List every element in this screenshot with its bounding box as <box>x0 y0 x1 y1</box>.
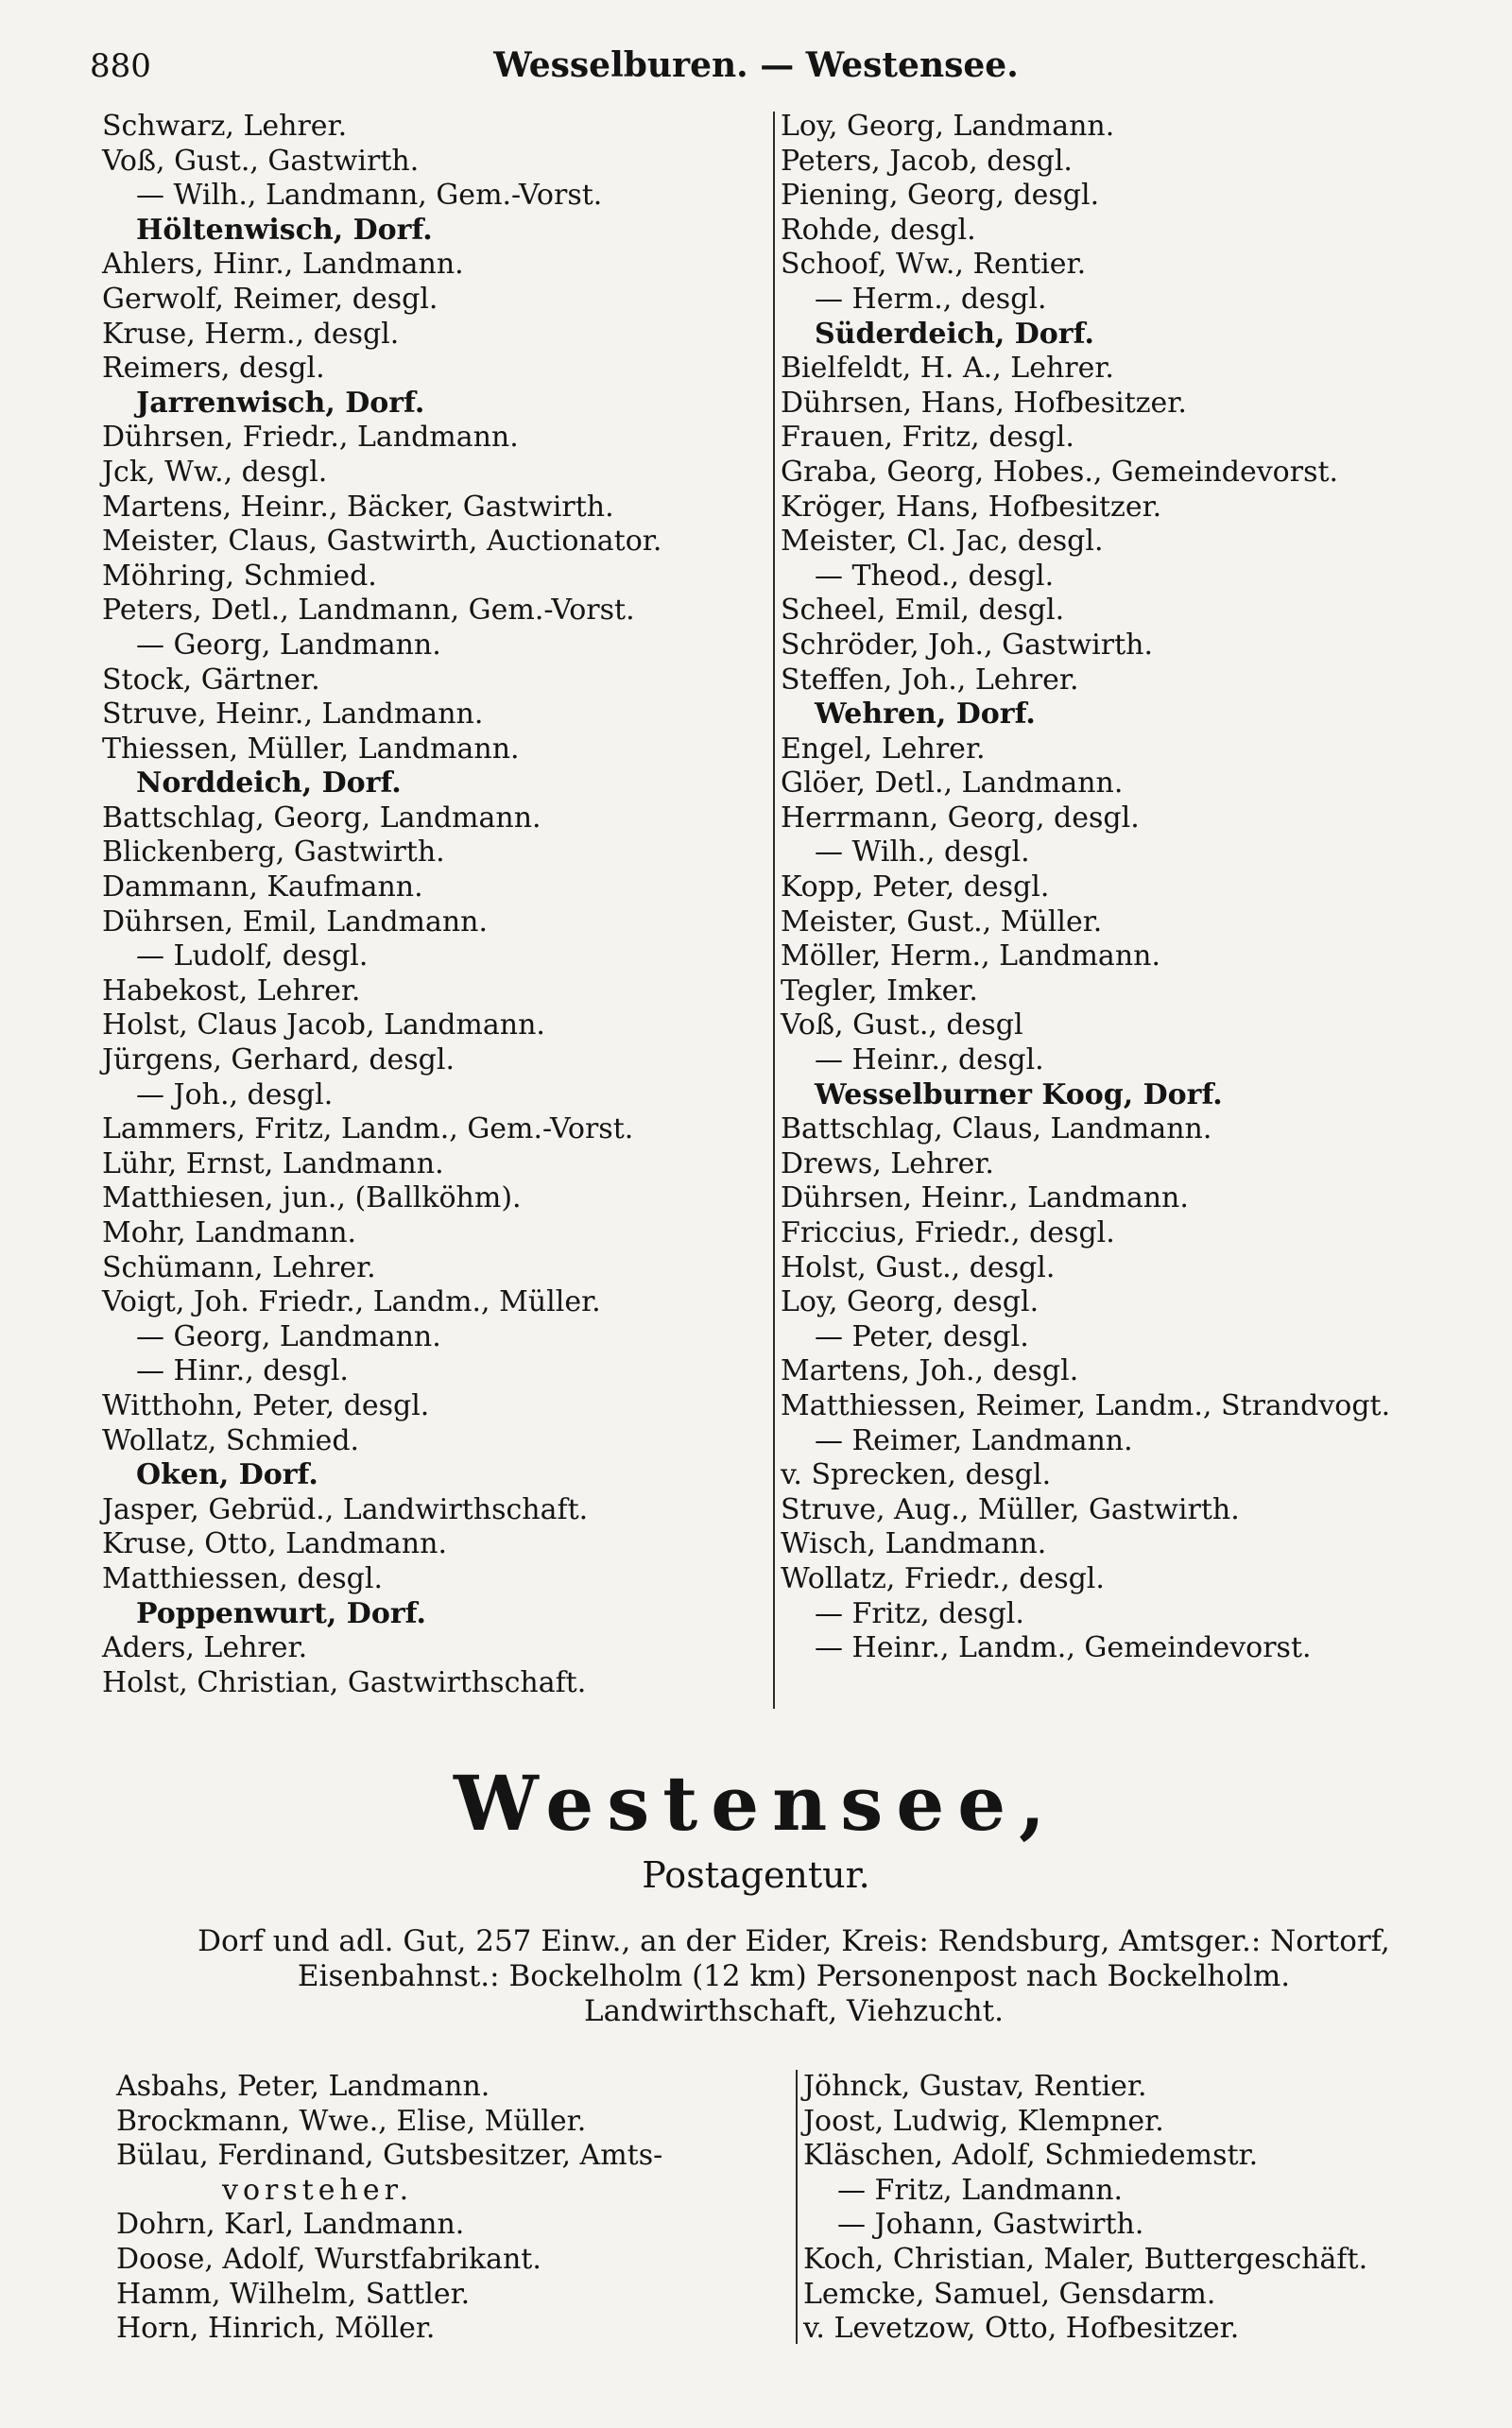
place-heading: Oken, Dorf. <box>136 1458 318 1492</box>
directory-entry: Battschlag, Claus, Landmann. <box>781 1112 1212 1146</box>
directory-entry: Bielfeldt, H. A., Lehrer. <box>781 352 1114 386</box>
directory-entry: Dammann, Kaufmann. <box>102 870 423 904</box>
directory-entry: Meister, Claus, Gastwirth, Auctionator. <box>102 525 662 559</box>
directory-entry: v. Levetzow, Otto, Hofbesitzer. <box>803 2312 1240 2346</box>
directory-entry: Voigt, Joh. Friedr., Landm., Müller. <box>102 1285 601 1319</box>
directory-entry: Stock, Gärtner. <box>102 663 320 697</box>
directory-entry: — Ludolf, desgl. <box>136 939 369 973</box>
directory-entry: Kopp, Peter, desgl. <box>781 870 1050 904</box>
column-divider-top <box>773 112 775 1709</box>
place-heading: Höltenwisch, Dorf. <box>136 213 433 247</box>
top-right-column <box>781 110 1480 1666</box>
directory-entry: Martens, Joh., desgl. <box>781 1354 1079 1388</box>
directory-entry: Joost, Ludwig, Klempner. <box>803 2104 1164 2138</box>
directory-entry: Lemcke, Samuel, Gensdarm. <box>803 2277 1216 2311</box>
place-heading: Jarrenwisch, Dorf. <box>136 386 425 420</box>
directory-entry: Loy, Georg, Landmann. <box>781 110 1115 143</box>
directory-entry: Piening, Georg, desgl. <box>781 179 1100 213</box>
top-left-column <box>102 110 754 1700</box>
directory-entry: Jck, Ww., desgl. <box>102 455 328 489</box>
directory-entry: Holst, Claus Jacob, Landmann. <box>102 1008 545 1042</box>
directory-entry: Rohde, desgl. <box>781 213 976 247</box>
directory-entry: Reimers, desgl. <box>102 352 325 386</box>
directory-entry: — Theod., desgl. <box>815 559 1055 593</box>
directory-entry: Lühr, Ernst, Landmann. <box>102 1146 444 1180</box>
directory-entry: — Johann, Gastwirth. <box>837 2208 1144 2242</box>
directory-entry: — Herm., desgl. <box>815 282 1047 316</box>
directory-entry: Holst, Gust., desgl. <box>781 1250 1056 1284</box>
directory-entry: — Reimer, Landmann. <box>815 1423 1133 1457</box>
directory-entry: Matthiessen, desgl. <box>102 1561 384 1595</box>
directory-entry: Battschlag, Georg, Landmann. <box>102 801 541 835</box>
directory-entry: Voß, Gust., Gastwirth. <box>102 144 420 178</box>
directory-entry: Schwarz, Lehrer. <box>102 110 348 143</box>
directory-entry: Mohr, Landmann. <box>102 1216 357 1249</box>
directory-entry: Peters, Jacob, desgl. <box>781 144 1073 178</box>
directory-entry: Möller, Herm., Landmann. <box>781 939 1160 973</box>
directory-entry: — Fritz, desgl. <box>815 1596 1024 1630</box>
directory-entry: Kruse, Herm., desgl. <box>102 317 400 351</box>
directory-entry: Dührsen, Friedr., Landmann. <box>102 421 519 455</box>
place-heading: Wesselburner Koog, Dorf. <box>815 1077 1223 1111</box>
directory-entry: Schümann, Lehrer. <box>102 1250 376 1284</box>
directory-entry: Matthiessen, Reimer, Landm., Strandvogt. <box>781 1388 1391 1422</box>
place-heading: Wehren, Dorf. <box>815 697 1036 732</box>
directory-entry: Loy, Georg, desgl. <box>781 1285 1040 1319</box>
place-heading: Poppenwurt, Dorf. <box>136 1596 426 1630</box>
place-heading: Süderdeich, Dorf. <box>815 317 1094 351</box>
running-head: Wesselburen. — Westensee. <box>493 45 1019 85</box>
directory-entry: Peters, Detl., Landmann, Gem.-Vorst. <box>102 594 635 628</box>
directory-entry: Kläschen, Adolf, Schmiedemstr. <box>803 2139 1259 2173</box>
directory-entry: Jürgens, Gerhard, desgl. <box>102 1043 455 1077</box>
directory-entry: Scheel, Emil, desgl. <box>781 594 1065 628</box>
directory-entry: Asbahs, Peter, Landmann. <box>116 2070 490 2103</box>
directory-entry: — Heinr., Landm., Gemeindevorst. <box>815 1631 1312 1665</box>
directory-entry: Steffen, Joh., Lehrer. <box>781 663 1079 697</box>
place-heading: Norddeich, Dorf. <box>136 766 402 801</box>
directory-entry: Graba, Georg, Hobes., Gemeindevorst. <box>781 455 1339 489</box>
directory-entry: — Georg, Landmann. <box>136 628 441 662</box>
description-line: Landwirthschaft, Viehzucht. <box>584 1994 1004 2028</box>
directory-entry: Kruse, Otto, Landmann. <box>102 1527 447 1561</box>
directory-entry: Glöer, Detl., Landmann. <box>781 766 1124 801</box>
directory-entry: Aders, Lehrer. <box>102 1631 308 1665</box>
directory-entry: — Joh., desgl. <box>136 1077 334 1111</box>
description-line: Eisenbahnst.: Bockelholm (12 km) Personenpost nach Bockelholm. <box>297 1959 1291 1993</box>
section-subtitle: Postagentur. <box>642 1854 870 1896</box>
directory-entry: Schoof, Ww., Rentier. <box>781 248 1087 282</box>
directory-entry: Tegler, Imker. <box>781 973 978 1007</box>
directory-entry: — Wilh., Landmann, Gem.-Vorst. <box>136 179 603 213</box>
directory-entry: Doose, Adolf, Wurstfabrikant. <box>116 2242 541 2276</box>
section-title: Westensee, <box>454 1759 1058 1848</box>
directory-entry: Martens, Heinr., Bäcker, Gastwirth. <box>102 490 614 524</box>
directory-entry: Friccius, Friedr., desgl. <box>781 1216 1115 1249</box>
directory-entry: — Fritz, Landmann. <box>837 2173 1124 2207</box>
directory-entry: Dührsen, Hans, Hofbesitzer. <box>781 386 1187 420</box>
directory-entry: Ahlers, Hinr., Landmann. <box>102 248 464 282</box>
directory-entry: Lammers, Fritz, Landm., Gem.-Vorst. <box>102 1112 634 1146</box>
section-description <box>113 1924 1474 2029</box>
directory-entry: Habekost, Lehrer. <box>102 973 361 1007</box>
directory-entry: Möhring, Schmied. <box>102 559 377 593</box>
directory-entry: Drews, Lehrer. <box>781 1146 994 1180</box>
directory-entry: Hamm, Wilhelm, Sattler. <box>116 2277 471 2311</box>
directory-entry: vorsteher. <box>222 2173 414 2207</box>
directory-entry: Engel, Lehrer. <box>781 732 986 766</box>
directory-entry: Brockmann, Wwe., Elise, Müller. <box>116 2104 587 2138</box>
directory-entry: Frauen, Fritz, desgl. <box>781 421 1074 455</box>
directory-entry: Matthiesen, jun., (Ballköhm). <box>102 1181 522 1215</box>
bottom-right-column <box>803 2070 1484 2347</box>
directory-entry: Herrmann, Georg, desgl. <box>781 801 1140 835</box>
page-number: 880 <box>90 47 151 85</box>
description-line: Dorf und adl. Gut, 257 Einw., an der Eider, Kreis: Rendsburg, Amtsger.: Nortorf, <box>198 1924 1390 1958</box>
directory-entry: — Georg, Landmann. <box>136 1319 441 1353</box>
directory-entry: Holst, Christian, Gastwirthschaft. <box>102 1665 587 1699</box>
directory-entry: — Hinr., desgl. <box>136 1354 349 1388</box>
directory-entry: Thiessen, Müller, Landmann. <box>102 732 520 766</box>
bottom-left-column <box>116 2070 778 2347</box>
directory-entry: Struve, Aug., Müller, Gastwirth. <box>781 1492 1240 1526</box>
directory-entry: — Peter, desgl. <box>815 1319 1029 1353</box>
directory-entry: Schröder, Joh., Gastwirth. <box>781 628 1153 662</box>
directory-entry: Struve, Heinr., Landmann. <box>102 697 484 732</box>
column-divider-bottom <box>796 2070 798 2344</box>
directory-entry: Jasper, Gebrüd., Landwirthschaft. <box>102 1492 589 1526</box>
directory-entry: Koch, Christian, Maler, Buttergeschäft. <box>803 2242 1368 2276</box>
directory-entry: Horn, Hinrich, Möller. <box>116 2312 436 2346</box>
directory-entry: Dührsen, Emil, Landmann. <box>102 904 489 938</box>
directory-entry: Meister, Gust., Müller. <box>781 904 1103 938</box>
directory-entry: Witthohn, Peter, desgl. <box>102 1388 430 1422</box>
directory-entry: Wollatz, Schmied. <box>102 1423 360 1457</box>
directory-entry: Jöhnck, Gustav, Rentier. <box>803 2070 1147 2103</box>
directory-entry: Kröger, Hans, Hofbesitzer. <box>781 490 1162 524</box>
directory-entry: Gerwolf, Reimer, desgl. <box>102 282 438 316</box>
directory-entry: Meister, Cl. Jac, desgl. <box>781 525 1104 559</box>
directory-entry: Voß, Gust., desgl <box>781 1008 1023 1042</box>
directory-entry: v. Sprecken, desgl. <box>781 1458 1052 1492</box>
directory-entry: Dohrn, Karl, Landmann. <box>116 2208 465 2242</box>
directory-entry: — Wilh., desgl. <box>815 835 1030 870</box>
directory-entry: Wisch, Landmann. <box>781 1527 1047 1561</box>
directory-entry: Dührsen, Heinr., Landmann. <box>781 1181 1189 1215</box>
directory-entry: Bülau, Ferdinand, Gutsbesitzer, Amts- <box>116 2139 663 2173</box>
directory-entry: Wollatz, Friedr., desgl. <box>781 1561 1105 1595</box>
directory-entry: Blickenberg, Gastwirth. <box>102 835 445 870</box>
directory-entry: — Heinr., desgl. <box>815 1043 1044 1077</box>
